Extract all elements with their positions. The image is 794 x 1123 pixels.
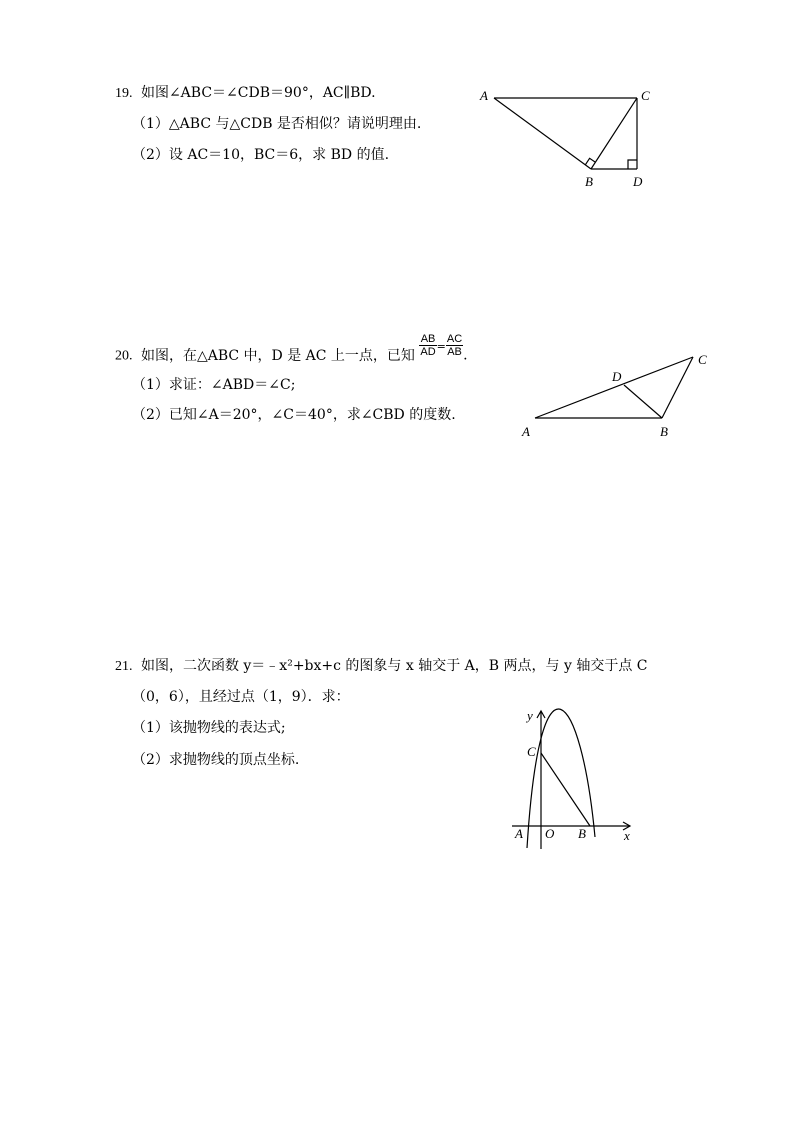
q19-part1: （1）△ABC 与△CDB 是否相似？请说明理由.: [132, 116, 422, 132]
q21-x-axis-arrow: [623, 822, 630, 830]
q21-stem1: 如图，二次函数 y＝﹣x²+bx+c 的图象与 x 轴交于 A，B 两点，与 y 轴交于点 C: [140, 658, 648, 674]
q21-label-b: B: [578, 826, 586, 841]
q21-label-c: C: [527, 744, 536, 759]
q20-number: 20.: [115, 348, 133, 364]
q19-stem: 如图∠ABC＝∠CDB＝90°，AC∥BD.: [140, 85, 376, 101]
q19-label-d: D: [633, 174, 643, 189]
q21-stem-line2: （0，6），且经过点（1，9）．求：: [132, 689, 350, 705]
q21-label-o: O: [545, 826, 555, 841]
q20-part1: （1）求证：∠ABD＝∠C;: [132, 377, 296, 393]
q20-frac2-numerator: AC: [446, 333, 463, 345]
q19-right-angle-b: [586, 158, 596, 164]
q21-part1: （1）该抛物线的表达式;: [132, 720, 286, 736]
q20-equals: =: [436, 339, 446, 353]
q19-segment-ab: [494, 98, 591, 169]
q20-label-a: A: [522, 424, 530, 439]
q20-segment-bd: [624, 385, 662, 418]
q20-frac2-denominator: AB: [447, 346, 462, 358]
q20-stem-after: .: [463, 347, 468, 364]
q21-parabola: [527, 709, 595, 848]
q19-stem-line: [115, 84, 376, 103]
q21-label-y: y: [527, 708, 533, 723]
q21-label-a: A: [515, 826, 523, 841]
q21-stem-line1: [115, 657, 648, 676]
q20-label-c: C: [698, 352, 707, 367]
q20-stem-before: 如图，在△ABC 中，D 是 AC 上一点，已知: [140, 347, 415, 364]
q20-frac1-denominator: AD: [420, 346, 436, 358]
q21-y-axis-arrow: [537, 711, 545, 718]
q19-label-a: A: [480, 88, 488, 103]
q21-number: 21.: [115, 659, 133, 674]
q20-segment-ac: [535, 357, 693, 418]
q20-fraction-ac-ab: [446, 333, 463, 358]
q20-segment-bc: [662, 357, 693, 418]
q19-segment-bc: [591, 98, 637, 169]
q20-fraction-ab-ad: [419, 333, 436, 358]
q21-label-x: x: [624, 828, 630, 843]
q19-label-c: C: [641, 88, 650, 103]
q21-segment-cb: [541, 753, 590, 826]
q19-right-angle-d: [628, 160, 637, 169]
q19-number: 19.: [115, 86, 133, 101]
q20-frac1-numerator: AB: [420, 333, 436, 345]
q19-part2: （2）设 AC＝10，BC＝6，求 BD 的值.: [132, 147, 390, 163]
q21-part2: （2）求抛物线的顶点坐标.: [132, 752, 300, 768]
q20-label-b: B: [660, 424, 668, 439]
q20-part2: （2）已知∠A＝20°，∠C＝40°，求∠CBD 的度数.: [132, 407, 456, 423]
q20-label-d: D: [612, 369, 622, 384]
q19-label-b: B: [585, 174, 593, 189]
q20-stem-line: [115, 333, 468, 368]
